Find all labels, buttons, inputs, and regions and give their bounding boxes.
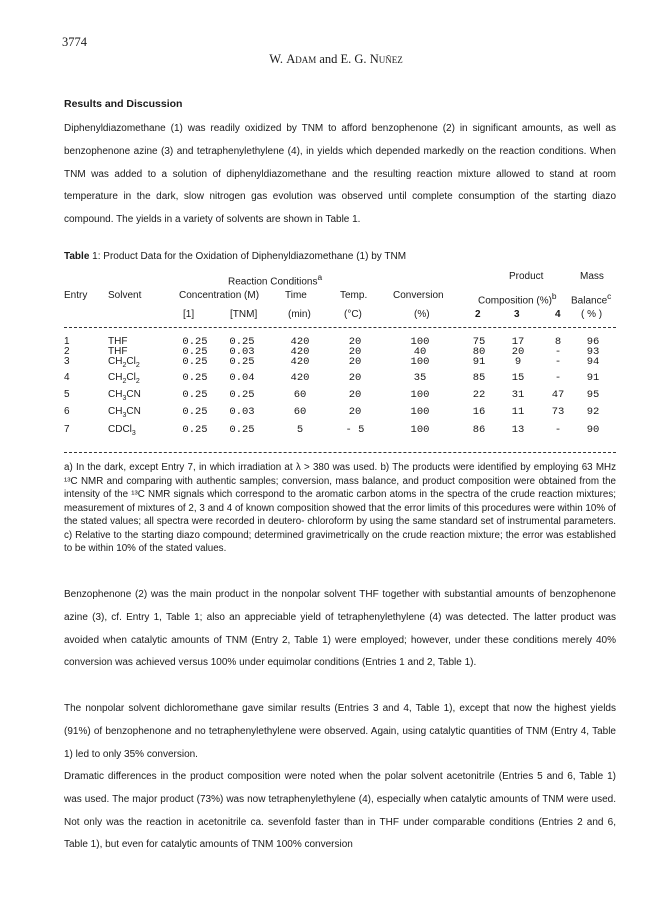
cell-solvent: $CH_3CN$ xyxy=(108,389,141,402)
cell-entry: 3 xyxy=(64,356,70,367)
intro-paragraph: Diphenyldiazomethane (1) was readily oxidized by TNM to afford benzophenone (2) in significant amounts, as well as benzophenone azine (3) and tetraphenylethylene (4), in yields which depended markedly on the reaction conditions. When TNM was added to a solution of diphenyldiazomethane and the resulting reaction mixture allowed to stand at room temperature in the dark, slow nitrogen gas evolution was observed until complete consumption of the starting diazo compound. The yields in a variety of solvents are shown in Table 1. xyxy=(64,123,616,226)
cell-tnm: 0.04 xyxy=(229,372,255,384)
cell-entry: 5 xyxy=(64,389,70,400)
cell-entry: 6 xyxy=(64,406,70,417)
cell-time: 60 xyxy=(293,406,307,418)
cell-tnm: 0.03 xyxy=(229,346,255,358)
cell-solvent: $CH_2Cl_2$ xyxy=(108,356,140,369)
running-head: W. Adam and E. G. Nuñez xyxy=(269,52,403,66)
table-rule-bottom xyxy=(64,452,616,453)
cell-p3: 17 xyxy=(511,336,525,348)
header-time: Time xyxy=(285,290,307,301)
cell-time: 420 xyxy=(290,356,310,368)
cell-mb: 96 xyxy=(586,336,600,348)
body-paragraph-3: Dramatic differences in the product composition were noted when the polar solvent acetonitrile (Entries 5 and 6, Table 1) was used. The major product (73%) was now tetraphenylethylene (4), especially when catalytic amounts of TNM were used. Not only was the reaction in acetonitrile ca. sevenfold faster than in THF under comparable conditions (Entries 2 and 6, Table 1), but even for catalytic amounts of TNM 100% conversion xyxy=(64,771,616,851)
cell-p3: 31 xyxy=(511,389,525,401)
section-heading: Results and Discussion xyxy=(64,98,183,110)
cell-p2: 16 xyxy=(472,406,486,418)
cell-temp: 20 xyxy=(348,406,362,418)
cell-p3: 9 xyxy=(514,356,522,368)
cell-p2: 85 xyxy=(472,372,486,384)
subheader-degc: (°C) xyxy=(344,309,362,320)
cell-p3: 20 xyxy=(511,346,525,358)
cell-p4: - xyxy=(554,372,562,384)
cell-conv: 40 xyxy=(413,346,427,358)
cell-p2: 22 xyxy=(472,389,486,401)
cell-p4: 73 xyxy=(551,406,565,418)
cell-mb: 94 xyxy=(586,356,600,368)
cell-c1: 0.25 xyxy=(182,336,208,348)
cell-p4: - xyxy=(554,346,562,358)
page-number: 3774 xyxy=(62,35,87,49)
subheader-mb: ( % ) xyxy=(581,309,603,320)
header-balance: Balance$^c$ xyxy=(571,291,612,307)
cell-entry: 7 xyxy=(64,424,70,435)
cell-entry: 1 xyxy=(64,336,70,347)
cell-c1: 0.25 xyxy=(182,406,208,418)
cell-temp: - 5 xyxy=(345,424,365,436)
subheader-c1: [1] xyxy=(183,309,195,320)
table-rule-top xyxy=(64,327,616,328)
cell-mb: 91 xyxy=(586,372,600,384)
cell-tnm: 0.03 xyxy=(229,406,255,418)
cell-temp: 20 xyxy=(348,336,362,348)
body-paragraph-2: The nonpolar solvent dichloromethane gave similar results (Entries 3 and 4, Table 1), except that now the highest yields (91%) of benzophenone and no tetraphenylethylene were observed. Again, using catalytic quantities of TNM (Entry 4, Table 1) led to only 35% conversion. xyxy=(64,703,616,760)
subheader-p4: 4 xyxy=(555,309,561,320)
header-conversion: Conversion xyxy=(393,290,444,301)
cell-p4: - xyxy=(554,424,562,436)
subheader-p3: 3 xyxy=(514,309,520,320)
cell-p3: 13 xyxy=(511,424,525,436)
group-header-mass: Mass xyxy=(580,271,604,282)
cell-p2: 86 xyxy=(472,424,486,436)
header-composition: Composition (%)$^b$ xyxy=(478,291,557,307)
cell-c1: 0.25 xyxy=(182,424,208,436)
body-paragraph-1: Benzophenone (2) was the main product in the nonpolar solvent THF together with substantial amounts of benzophenone azine (3), cf. Entry 1, Table 1; also an appreciable yield of tetraphenylethylene (4) was detected. The latter product was avoided when catalytic amounts of TNM (Entry 2, Table 1) were employed; however, under these conditions merely 40% conversion was achieved versus 100% under equimolar conditions (Entries 1 and 2, Table 1). xyxy=(64,589,616,669)
cell-p2: 91 xyxy=(472,356,486,368)
cell-p3: 11 xyxy=(511,406,525,418)
cell-solvent: CDCl$_3$ xyxy=(108,424,136,437)
subheader-tnm: [TNM] xyxy=(230,309,258,320)
table-footnote: a) In the dark, except Entry 7, in which irradiation at λ > 380 was used. b) The products were identified by employing 63 MHz ¹³C NMR and comparing with authentic samples; conversion, mass balance, and product composition were obtained from the intensity of the ¹³C NMR signals which correspond to the aromatic carbon atoms in the spectra of the crude reaction mixtures; measurement of mixtures of 2, 3 and 4 of known composition showed that the error limits of this procedures were within 10% of the stated values; all spectra were recorded in deutero- chloroform by using the same standard set of instrumental parameters. c) Relative to the starting diazo compound; determined gravimetrically on the crude reaction mixture; the error was established to be within 10% of the stated values. xyxy=(64,462,616,554)
cell-p3: 15 xyxy=(511,372,525,384)
cell-entry: 2 xyxy=(64,346,70,357)
cell-c1: 0.25 xyxy=(182,356,208,368)
cell-time: 60 xyxy=(293,389,307,401)
cell-conv: 100 xyxy=(410,356,430,368)
header-entry: Entry xyxy=(64,290,88,301)
cell-mb: 93 xyxy=(586,346,600,358)
cell-tnm: 0.25 xyxy=(229,336,255,348)
cell-solvent: $CH_3CN$ xyxy=(108,406,141,419)
cell-mb: 90 xyxy=(586,424,600,436)
header-temp: Temp. xyxy=(340,290,368,301)
cell-temp: 20 xyxy=(348,356,362,368)
cell-time: 5 xyxy=(296,424,304,436)
table-caption: Table 1: Product Data for the Oxidation of Diphenyldiazomethane (1) by TNM xyxy=(64,251,407,262)
cell-p4: - xyxy=(554,356,562,368)
cell-solvent: THF xyxy=(108,336,128,347)
cell-c1: 0.25 xyxy=(182,346,208,358)
cell-temp: 20 xyxy=(348,346,362,358)
cell-p2: 75 xyxy=(472,336,486,348)
subheader-min: (min) xyxy=(288,309,311,320)
cell-mb: 95 xyxy=(586,389,600,401)
subheader-pct: (%) xyxy=(414,309,430,320)
subheader-p2: 2 xyxy=(475,309,481,320)
cell-p4: 8 xyxy=(554,336,562,348)
header-solvent: Solvent xyxy=(108,290,142,301)
cell-entry: 4 xyxy=(64,372,70,383)
group-header-reaction-conditions: Reaction Conditions$^a$ xyxy=(228,272,323,288)
cell-tnm: 0.25 xyxy=(229,424,255,436)
cell-temp: 20 xyxy=(348,372,362,384)
cell-conv: 100 xyxy=(410,336,430,348)
cell-p2: 80 xyxy=(472,346,486,358)
cell-conv: 35 xyxy=(413,372,427,384)
cell-solvent: $CH_2Cl_2$ xyxy=(108,372,140,385)
cell-time: 420 xyxy=(290,336,310,348)
header-concentration: Concentration (M) xyxy=(179,290,260,301)
cell-conv: 100 xyxy=(410,389,430,401)
cell-tnm: 0.25 xyxy=(229,389,255,401)
cell-time: 420 xyxy=(290,372,310,384)
cell-c1: 0.25 xyxy=(182,372,208,384)
cell-solvent: THF xyxy=(108,346,128,357)
cell-conv: 100 xyxy=(410,406,430,418)
cell-p4: 47 xyxy=(551,389,565,401)
group-header-product: Product xyxy=(509,271,544,282)
cell-time: 420 xyxy=(290,346,310,358)
cell-tnm: 0.25 xyxy=(229,356,255,368)
cell-c1: 0.25 xyxy=(182,389,208,401)
cell-temp: 20 xyxy=(348,389,362,401)
cell-conv: 100 xyxy=(410,424,430,436)
cell-mb: 92 xyxy=(586,406,600,418)
